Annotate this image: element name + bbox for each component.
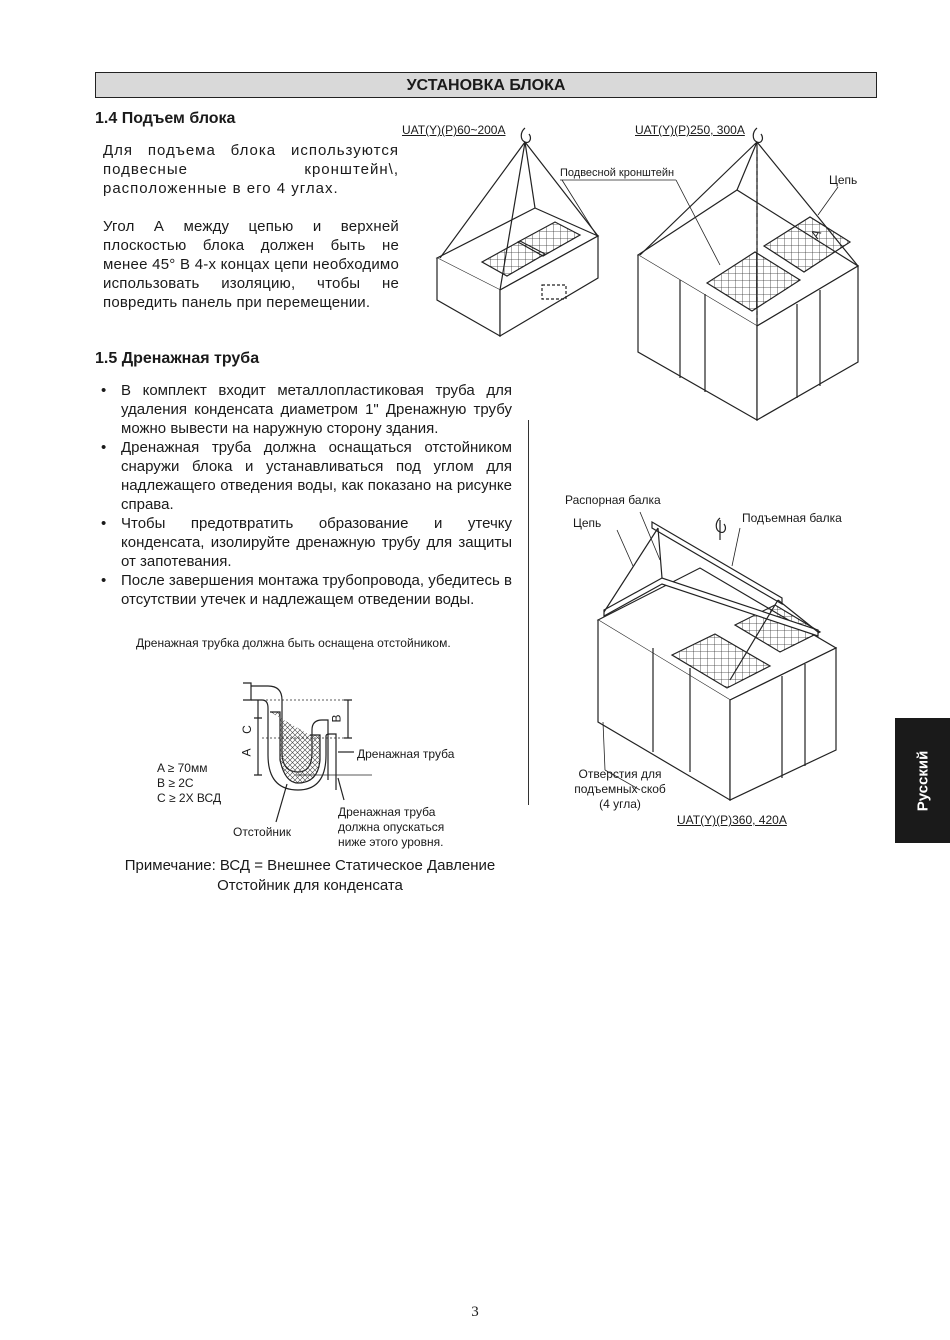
- label-drain-pipe: Дренажная труба: [357, 747, 455, 761]
- section-1-5-title: 1.5 Дренажная труба: [95, 350, 260, 367]
- drain-bullet: • Чтобы предотвратить образование и утечку конденсата, изолируйте дренажную трубу для защиты от запотевания.: [95, 514, 512, 571]
- label-holes-2: подъемных скоб: [574, 782, 666, 796]
- model-label-small: UAT(Y)(P)60~200A: [402, 123, 506, 137]
- label-lifting-beam: Подъемная балка: [742, 511, 842, 525]
- label-chain-right: Цепь: [573, 516, 602, 530]
- label-angle-a: A: [807, 227, 825, 241]
- note-line-1: Примечание: ВСД = Внешнее Статическое Давление: [124, 857, 496, 874]
- dim-label-b: B: [329, 714, 344, 723]
- drain-bullet: • В комплект входит металлопластиковая труба для удаления конденсата диаметром 1" Дренажную трубу можно вывести на наружную сторону здания.: [95, 381, 512, 438]
- condition-c: C ≥ 2X ВСД: [157, 791, 222, 805]
- label-chain-top: Цепь: [829, 173, 858, 187]
- drain-bullet: • После завершения монтажа трубопровода, убедитесь в отсутствии утечек и надлежащем отведении воды.: [95, 571, 512, 609]
- page-number: 3: [471, 1304, 479, 1320]
- label-holes-3: (4 угла): [599, 797, 641, 811]
- note-line-2: Отстойник для конденсата: [217, 877, 403, 894]
- language-tab-label: Русский: [914, 750, 931, 811]
- dim-label-c: C: [239, 725, 254, 734]
- section-header-title: УСТАНОВКА БЛОКА: [406, 77, 566, 94]
- label-bracket: Подвесной кронштейн: [560, 167, 675, 179]
- condition-a: A ≥ 70мм: [157, 761, 208, 775]
- dim-label-a: A: [239, 748, 254, 757]
- label-spreader-beam: Распорная балка: [565, 493, 661, 507]
- model-label-right: UAT(Y)(P)360, 420A: [677, 813, 787, 827]
- label-holes-1: Отверстия для: [578, 767, 662, 781]
- language-tab: [895, 718, 950, 843]
- label-trap: Отстойник: [233, 825, 292, 839]
- label-level-3: ниже этого уровня.: [338, 835, 444, 849]
- trap-caption: Дренажная трубка должна быть оснащена отстойником.: [136, 636, 451, 650]
- section-1-4-title: 1.4 Подъем блока: [95, 110, 236, 127]
- section-1-4-para-2: Угол А между цепью и верхней плоскостью блока должен быть не менее 45° В 4-х концах цепи необходимо использовать изоляцию, чтобы не повредить панель при перемещении.: [103, 218, 399, 311]
- condition-b: B ≥ 2C: [157, 776, 194, 790]
- drain-bullet: • Дренажная труба должна оснащаться отстойником снаружи блока и устанавливаться под углом для надлежащего отведения воды, как показано на рисунке справа.: [95, 438, 512, 514]
- label-level-2: должна опускаться: [338, 820, 445, 834]
- section-1-4-para-1: Для подъема блока используются подвесные кронштейн\, расположенные в его 4 углах.: [103, 142, 399, 197]
- model-label-large: UAT(Y)(P)250, 300A: [635, 123, 745, 137]
- label-level-1: Дренажная труба: [338, 805, 436, 819]
